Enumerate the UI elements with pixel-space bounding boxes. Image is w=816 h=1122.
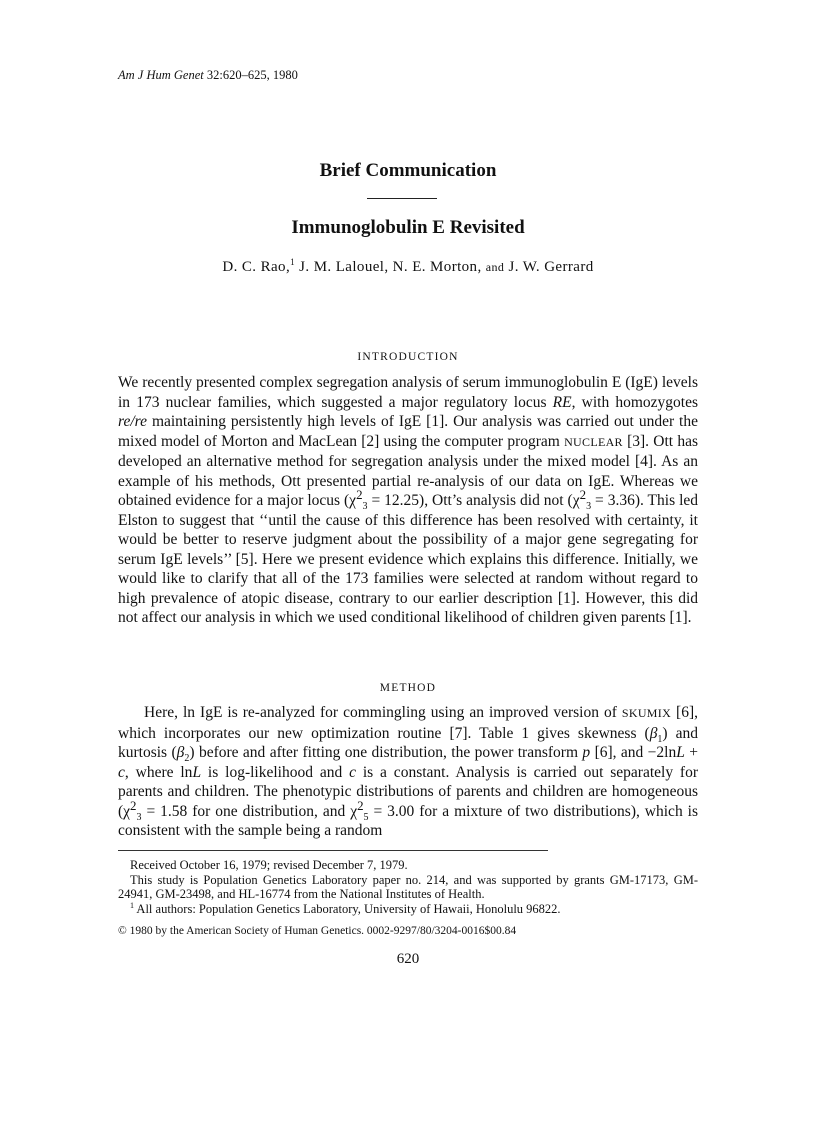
copyright-icon: © (118, 925, 127, 937)
journal-citation (118, 68, 298, 83)
method-paragraph: Here, ln IgE is re-analyzed for commingling using an improved version of SKUMIX [6], which incorporates our new optimization routine [7]. Table 1 gives skewness $(\beta_1)$ and kurtosis $(\beta_2)$ before and after fitting one distribution, the power transform p [6], and −2lnL + c, where lnL is log-likelihood and c is a constant. Analysis is carried out separately for parents and children. The phenotypic distributions of parents and children are homogeneous ($\chi^2_3 = 1.58$ for one distribution, and $\chi^2_5 = 3.00$ for a mixture of two distributions), which is consistent with the sample being a random (118, 704, 699, 839)
author-rao: D. C. Rao, (222, 259, 291, 275)
funding-note: This study is Population Genetics Laboratory paper no. 214, and was supported by grants GM-17173, GM-24941, GM-23498, and HL-16774 from the National Institutes of Health. (118, 872, 698, 901)
author-morton: N. E. Morton, (392, 259, 482, 275)
author-conjunction: and (485, 260, 505, 274)
affiliation-note: $^1$ All authors: Population Genetics Laboratory, University of Hawaii, Honolulu 96822. (130, 900, 561, 916)
journal-volume-pages: 32:620–625, 1980 (206, 68, 298, 82)
received-dates: Received October 16, 1979; revised December 7, 1979. (130, 858, 408, 872)
footnote-divider (118, 850, 548, 851)
method-heading: METHOD (379, 682, 437, 694)
author-list (0, 259, 816, 276)
author-lalouel: J. M. Lalouel, (299, 259, 389, 275)
author-footnote-mark: 1 (290, 257, 295, 267)
program-name-skumix: SKUMIX (621, 706, 672, 720)
introduction-heading: INTRODUCTION (357, 351, 459, 363)
program-name-nuclear: NUCLEAR (564, 434, 623, 449)
title-divider (367, 198, 437, 199)
copyright-line: © 1980 by the American Society of Human Genetics. 0002-9297/80/3204-0016$00.84 (118, 925, 517, 937)
article-title: Immunoglobulin E Revisited (291, 217, 525, 238)
journal-name: Am J Hum Genet (118, 68, 204, 82)
section-label: Brief Communication (319, 160, 497, 181)
introduction-paragraph: We recently presented complex segregation analysis of serum immunoglobulin E (IgE) levels in 173 nuclear families, which suggested a major regulatory locus RE, with homozygotes re/re maintaining persistently high levels of IgE [1]. Our analysis was carried out under the mixed model of Morton and MacLean [2] using the computer program NUCLEAR [3]. Ott has developed an alternative method for segregation analysis under the mixed model [4]. As an example of his methods, Ott presented partial re-analysis of our data on IgE. Whereas we obtained evidence for a major locus $(\chi^2_3 = 12.25)$, Ott’s analysis did not $(\chi^2_3 = 3.36)$. This led Elston to suggest that ‘‘until the cause of this difference has been resolved with certainty, it would be better to reserve judgment about the possibility of a major gene segregating for serum IgE levels’’ [5]. Here we present evidence which explains this difference. Initially, we would like to clarify that all of the 173 families were selected at random without regard to high prevalence of atopic disease, contrary to our earlier description [1]. However, this did not affect our analysis in which we used conditional likelihood of children given parents [1]. (118, 374, 699, 626)
page-number: 620 (396, 951, 420, 967)
footnotes (118, 858, 698, 939)
author-gerrard: J. W. Gerrard (508, 259, 594, 275)
